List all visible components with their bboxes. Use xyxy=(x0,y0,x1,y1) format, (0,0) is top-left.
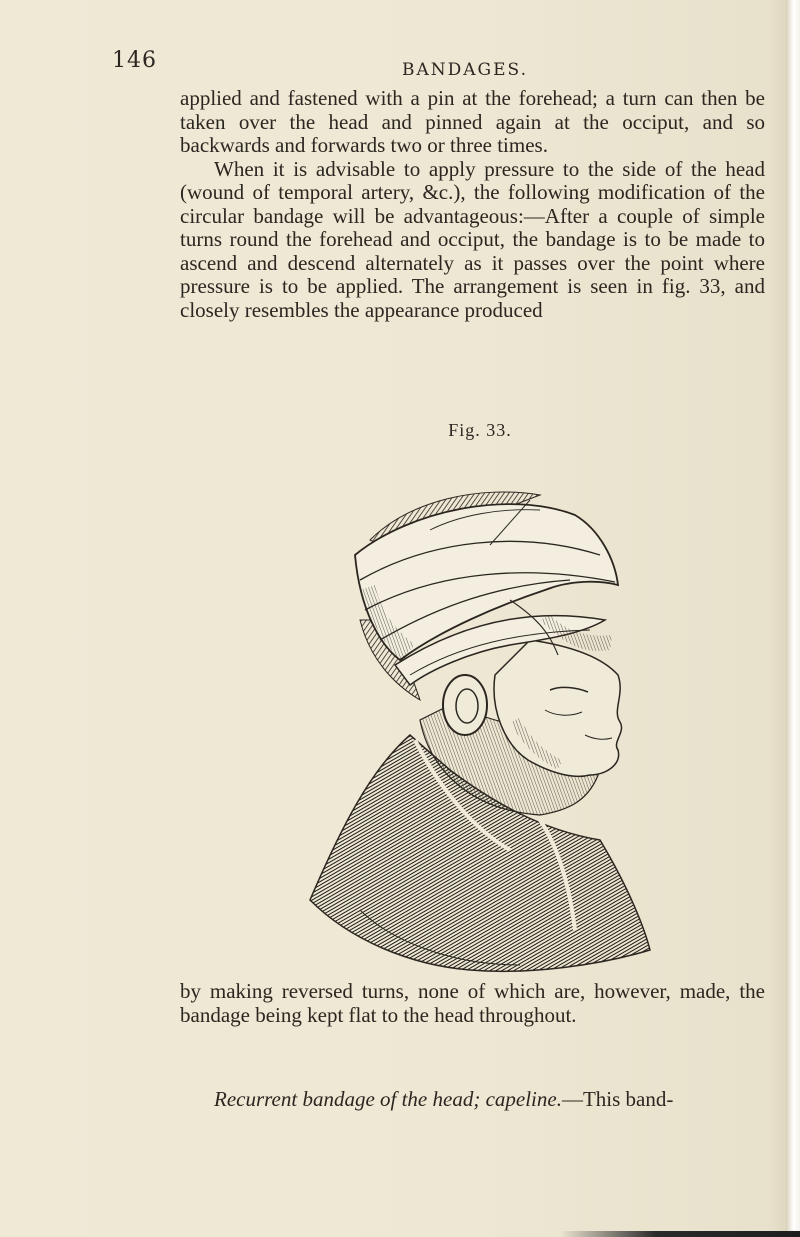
ear-shape xyxy=(443,675,487,735)
text-column-bottom xyxy=(180,980,765,1027)
text-column-top xyxy=(180,87,765,322)
paragraph-3: by making reversed turns, none of which are, however, made, the bandage being kept flat to the head throughout. xyxy=(180,979,765,1027)
bandaged-head-illustration xyxy=(300,470,660,975)
running-head: BANDAGES. xyxy=(402,60,528,80)
section-paragraph xyxy=(180,1088,765,1112)
page-shadow xyxy=(560,1231,800,1237)
paragraph-2: When it is advisable to apply pressure to the side of the head (wound of temporal artery, &c.), the following modification of the circular bandage will be advantageous:—After a couple of simple turns round the forehead and occiput, the bandage is to be made to ascend and descend alternately as it passes over the point where pressure is to be applied. The arrangement is seen in fig. 33, and closely resembles the appearance produced xyxy=(180,156,765,322)
paragraph-1: applied and fastened with a pin at the forehead; a turn can then be taken over the head and pinned again at the occiput, and so backwards and forwards two or three times. xyxy=(180,86,765,157)
section-start xyxy=(180,1088,765,1112)
page-edge xyxy=(786,0,800,1237)
page-number: 146 xyxy=(112,48,157,73)
section-text: —This band- xyxy=(561,1087,674,1111)
figure-caption: Fig. 33. xyxy=(448,420,512,440)
section-heading: Recurrent bandage of the head; capeline. xyxy=(214,1087,562,1111)
